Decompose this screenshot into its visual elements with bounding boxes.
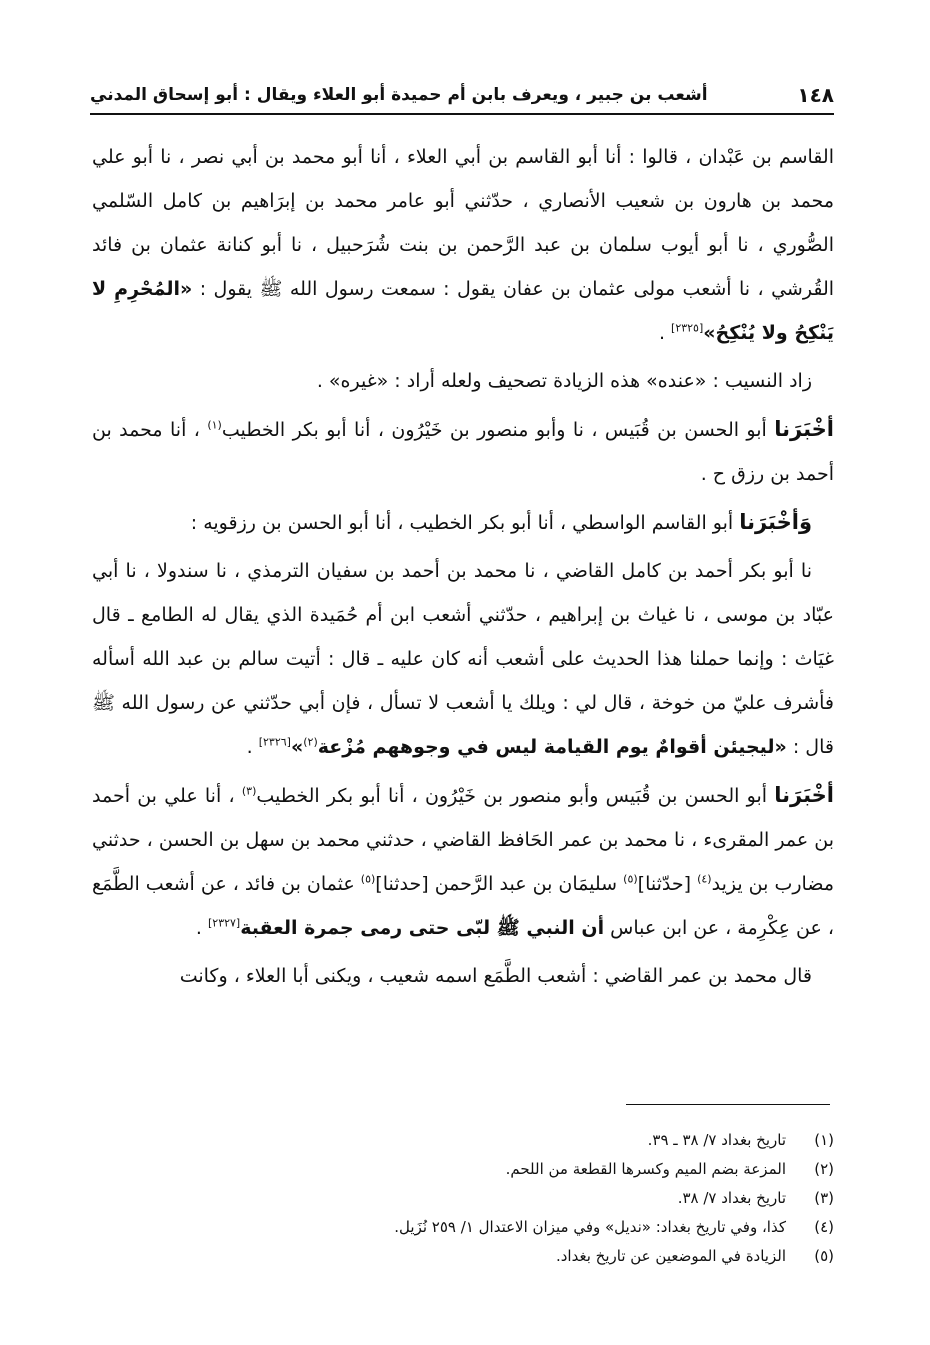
paragraph-7: قال محمد بن عمر القاضي : أشعب الطَّمَع اسمه شعيب ، ويكنى أبا العلاء ، وكانت [179,965,812,987]
footnote-text: تاريخ بغداد ٧/ ٣٨ ـ ٣٩. [647,1131,786,1149]
footnote-marker: (١) [207,418,222,432]
footnote-item [92,1126,834,1155]
page-number: ١٤٨ [797,83,834,107]
page-header [90,80,834,110]
hadith-text: أن النبي ﷺ لبّى حتى رمى جمرة العقبة [240,917,605,939]
footnote-marker: (٣) [241,784,257,798]
hadith-text: «المُحْرِمِ لا يَنْكِحُ ولا يُنْكِحُ» [92,278,834,344]
footnote-number: (١) [814,1131,834,1149]
footnote-number: (٥) [814,1247,834,1265]
footnote-marker: (٥) [623,872,638,886]
isnad-keyword: وَأخْبَرَنا [739,510,812,534]
footnote-item [92,1184,834,1213]
header-divider [90,113,834,115]
footnote-number: (٤) [814,1218,834,1236]
footnote-item [92,1155,834,1184]
hadith-ref: [٢٣٢٥] [671,321,704,335]
paragraph-3: أخْبَرَنا أبو الحسن بن قُبَيس ، نا وأبو منصور بن خَيْرُون ، أنا أبو بكر الخطيب$^{(١)}$ ، أنا محمد بن أحمد بن رزق ح . [92,417,834,485]
paragraph-6: أخْبَرَنا أبو الحسن بن قُبَيس وأبو منصور بن خَيْرُون ، أنا أبو بكر الخطيب$^{(٣)}$ ، أنا علي بن أحمد بن عمر المقرىء ، نا محمد بن عمر الحَافظ القاضي ، حدثني محمد بن سهل بن الحسن ، حدثني مضارب بن يزيد$^{(٤)}$ [حدّثنا]$^{(٥)}$ سليمَان بن عبد الرَّحمن [حدثنا]$^{(٥)}$ عثمان بن فائد ، عن أشعب الطَّمَع ، عن عِكْرِمة ، عن ابن عباس أن النبي ﷺ لبّى حتى رمى جمرة العقبة[٢٣٢٧] . [92,783,834,939]
footnote-text: الزيادة في الموضعين عن تاريخ بغداد. [555,1247,786,1265]
footnote-text: كذا، وفي تاريخ بغداد: «نديل» وفي ميزان الاعتدال ١/ ٢٥٩ نُزَيل. [394,1218,786,1236]
footnote-text: تاريخ بغداد ٧/ ٣٨. [677,1189,786,1207]
footnote-text: المزعة بضم الميم وكسرها القطعة من اللحم. [505,1160,786,1178]
footnote-number: (٢) [814,1160,834,1178]
footnote-divider [626,1104,830,1105]
running-title: أشعب بن جبير ، ويعرف بابن أم حميدة أبو العلاء ويقال : أبو إسحاق المدني [90,85,708,105]
paragraph-1: القاسم بن عَبْدان ، قالوا : أنا أبو القاسم بن أبي العلاء ، أنا أبو محمد بن أبي نصر ، نا أبو علي محمد بن هارون بن شعيب الأنصاري ، حدّثني أبو عامر محمد بن إبرَاهيم بن كامل السّلمي الصُّوري ، نا أبو أيوب سلمان بن عبد الرَّحمن بن بنت شُرَحبيل ، نا أبو كنانة عثمان بن فائد القُرشي ، نا أشعب مولى عثمان بن عفان يقول : سمعت رسول الله ﷺ يقول : «المُحْرِمِ لا يَنْكِحُ ولا يُنْكِحُ»[٢٣٢٥] . [92,146,835,344]
isnad-keyword: أخْبَرَنا [774,783,834,807]
footnote-item [92,1242,834,1271]
hadith-ref: [٢٣٢٦] [258,735,291,749]
hadith-text: «ليجيئن أقوامٌ يوم القيامة ليس في وجوههم مُزْعة [317,736,787,758]
hadith-ref: [٢٣٢٧] [207,916,241,930]
main-text [92,135,834,998]
footnote-marker: (٥) [360,872,376,886]
footnote-number: (٣) [814,1189,834,1207]
footnote-item [92,1213,834,1242]
footnote-marker: (٤) [697,872,712,886]
footnote-marker: (٢) [303,735,318,749]
paragraph-4: وَأخْبَرَنا أبو القاسم الواسطي ، أنا أبو بكر الخطيب ، أنا أبو الحسن بن رزقويه : [190,510,812,534]
paragraph-5: نا أبو بكر أحمد بن كامل القاضي ، نا محمد بن أحمد بن سفيان الترمذي ، نا سندولا ، نا أبي عبّاد بن موسى ، نا غياث بن إبراهيم ، حدّثني أشعب ابن أم حُمَيدة الذي يقال له الطامع ـ قال غيَاث : وإنما حملنا هذا الحديث على أشعب أنه كان عليه ـ قال : أتيت سالم بن عبد الله أسأله فأشرف عليّ من خوخة ، قال لي : ويلك يا أشعب لا تسأل ، فإن أبي حدّثني عن رسول الله ﷺ قال : «ليجيئن أقوامٌ يوم القيامة ليس في وجوههم مُزْعة$^{(٢)}$»[٢٣٢٦] . [92,560,834,758]
isnad-keyword: أخْبَرَنا [774,417,834,441]
paragraph-2: زاد النسيب : «عنده» هذه الزيادة تصحيف ولعله أراد : «غيره» . [316,370,812,392]
footnotes [92,1126,834,1271]
